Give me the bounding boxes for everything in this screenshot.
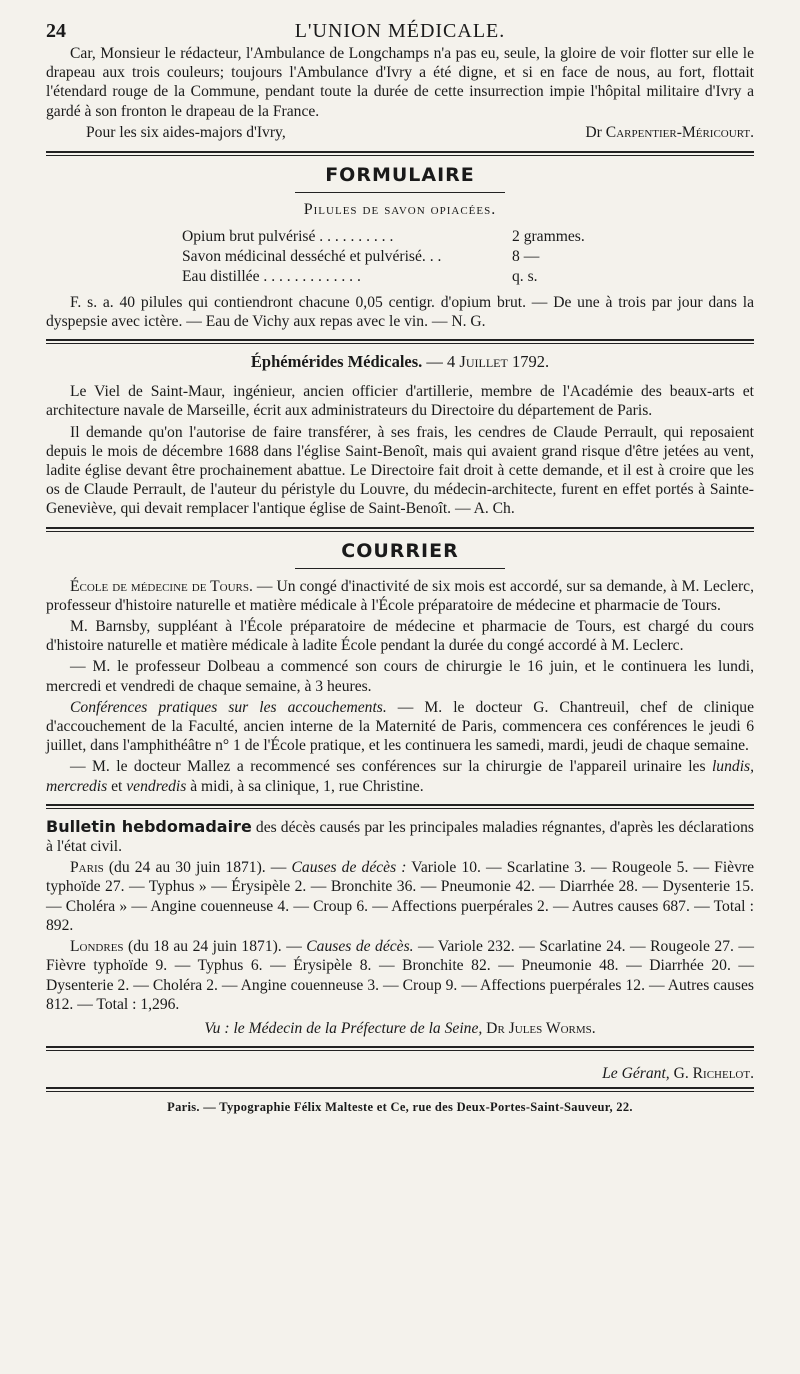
ephemerides-date: — 4 Juillet 1792. [426, 352, 550, 372]
courrier-text: — M. le docteur Mallez a recommencé ses conférences sur la chirurgie de l'appareil urinaire les [70, 758, 712, 776]
bulletin-intro [46, 817, 754, 856]
letter-sign-prefix: Dr [585, 123, 602, 141]
bulletin-paris [46, 858, 754, 935]
title-underline [295, 192, 505, 193]
bulletin-figures: — Variole 232. — Scarlatine 24. — Rougeole 27. — Fièvre typhoïde 9. — Typhus 6. — Érysipèle 8. — Bronchite 82. — Pneumonie 48. — Diarrhée 20. — Dysenterie 2. — Choléra 2. — Angine couenneuse 3. — Croup 9. — Affections puerpérales 12. — Autres causes 812. — Total : 1,296. [46, 938, 754, 1013]
letter-sign-right [585, 124, 754, 142]
courrier-title: COURRIER [341, 539, 459, 562]
courrier-paragraph: — M. le professeur Dolbeau a commencé son cours de chirurgie le 16 juin, et le continuera les lundi, mercredi et vendredi de chaque semaine, à 3 heures. [46, 658, 754, 695]
recipe-ingredient: Eau distillée . . . . . . . . . . . . . [182, 267, 361, 285]
bulletin-signature [46, 1020, 754, 1038]
section-divider [46, 339, 754, 344]
courrier-day: vendredis [126, 777, 187, 795]
gerant-line [46, 1065, 754, 1083]
formulaire-instructions: F. s. a. 40 pilules qui contiendront chacune 0,05 centigr. d'opium brut. — De une à trois par jour dans la dyspepsie avec ictère. — Eau de Vichy aux repas avec le vin. — N. G. [46, 293, 754, 331]
recipe-row [182, 227, 692, 247]
courrier-paragraph: M. Barnsby, suppléant à l'École préparatoire de médecine et pharmacie de Tours, est chargé du cours d'histoire naturelle et matière médicale à ladite École pendant la durée du congé accordé à M. Leclerc. [46, 618, 754, 655]
gerant-label: Le Gérant, [602, 1064, 670, 1082]
formulaire-title: FORMULAIRE [325, 163, 475, 186]
bulletin-intro-text: des décès causés par les principales maladies régnantes, d'après les déclarations à l'état civil. [46, 818, 754, 856]
bulletin-period: (du 18 au 24 juin 1871). — [123, 938, 307, 956]
courrier-days: lundis, mercredis [46, 758, 754, 795]
courrier-lead: Conférences pratiques sur les accouchements. [70, 698, 387, 716]
formulaire-subtitle: Pilules de savon opiacées. [303, 200, 497, 218]
title-underline [295, 568, 505, 569]
section-divider [46, 151, 754, 156]
recipe-ingredient: Opium brut pulvérisé . . . . . . . . . . [182, 227, 394, 245]
recipe-quantity: q. s. [512, 267, 538, 285]
ephemerides-title: Éphémérides Médicales. [250, 352, 423, 372]
bulletin-title: Bulletin hebdomadaire [46, 816, 252, 836]
courrier-text: — Un congé d'inactivité de six mois est accordé, sur sa demande, à M. Leclerc, professeur d'histoire naturelle et matière médicale à l'École préparatoire de médecine et pharmacie de Tours. [46, 577, 754, 614]
recipe-row [182, 267, 692, 287]
section-divider [46, 804, 754, 809]
courrier-lead: École de médecine de Tours. [70, 577, 253, 595]
page-number: 24 [46, 20, 66, 42]
vu-text: Vu : le Médecin de la Préfecture de la Seine, [204, 1019, 483, 1037]
bulletin-figures: Variole 10. — Scarlatine 3. — Rougeole 5. — Fièvre typhoïde 27. — Typhus » — Érysipèle 2. — Bronchite 36. — Pneumonie 42. — Diarrhée 28. — Dysenterie 15. — Choléra » — Angine couenneuse 4. — Croup 6. — Affections puerpérales 2. — Autres causes 687. — Total : 892. [46, 859, 755, 934]
courrier-paragraph [46, 577, 754, 615]
letter-signature [46, 124, 754, 143]
recipe-table [182, 227, 692, 287]
letter-paragraph: Car, Monsieur le rédacteur, l'Ambulance de Longchamps n'a pas eu, seule, la gloire de voir flotter sur elle le drapeau aux trois couleurs; toujours l'Ambulance d'Ivry a été digne, et si en face de nous, au fort, flottait l'étendard rouge de la Commune, pendant toute la durée de cette insurrection impie l'hôpital militaire d'Ivry a gardé à son fronton le drapeau de la France. [46, 45, 754, 120]
city-name: Paris [70, 859, 104, 877]
recipe-row [182, 247, 692, 267]
section-divider [46, 527, 754, 532]
bulletin-london [46, 937, 754, 1014]
courrier-paragraph [46, 757, 754, 795]
courrier-paragraph [46, 698, 754, 756]
ephemerides-paragraph: Il demande qu'on l'autorise de faire transférer, à ses frais, les cendres de Claude Perrault, qui reposaient depuis le mois de décembre 1688 dans l'église Saint-Benoît, mais qui avaient grand risque d'être jetées au vent, ladite église devant être prochainement abattue. Le Directoire fait droit à cette demande, et il est à croire que les os de Claude Perrault, de l'auteur du péristyle du Louvre, du médecin-architecte, furent en effet portés à Sainte-Geneviève, qui devait remplacer l'antique église de Saint-Benoît. — A. Ch. [46, 423, 754, 518]
ephemerides-paragraph: Le Viel de Saint-Maur, ingénieur, ancien officier d'artillerie, membre de l'Académie des beaux-arts et architecture navale de Marseille, écrit aux administrateurs du Directoire du département de Paris. [46, 383, 754, 420]
section-divider [46, 1046, 754, 1051]
bulletin-period: (du 24 au 30 juin 1871). — [103, 859, 292, 877]
printer-imprint: Paris. — Typographie Félix Malteste et Ce, rue des Deux-Portes-Saint-Sauveur, 22. [167, 1099, 633, 1114]
ephemerides-heading [46, 352, 754, 372]
bulletin-causes-label: Causes de décès : [291, 859, 407, 877]
courrier-text: et [107, 777, 127, 795]
recipe-quantity: 8 — [512, 247, 540, 265]
city-name: Londres [70, 938, 124, 956]
recipe-quantity: 2 grammes. [512, 227, 585, 245]
footer-divider [46, 1087, 754, 1092]
journal-title: L'UNION MÉDICALE. [294, 20, 506, 42]
letter-sign-left: Pour les six aides-majors d'Ivry, [86, 123, 286, 141]
gerant-name: G. Richelot. [669, 1064, 754, 1082]
courrier-text: à midi, à sa clinique, 1, rue Christine. [186, 777, 424, 795]
bulletin-causes-label: Causes de décès. [306, 938, 414, 956]
recipe-ingredient: Savon médicinal desséché et pulvérisé. . . [182, 247, 442, 265]
running-head [46, 14, 754, 44]
courrier-text: — M. le docteur G. Chantreuil, chef de clinique d'accouchement de la Faculté, ancien interne de la Maternité de Paris, commencera ces conférences le jeudi 6 juillet, dans l'amphithéâtre n° 1 de l'École pratique, et les continuera les samedi, mardi, jeudi de chaque semaine. [46, 698, 755, 755]
vu-name: Dr Jules Worms. [482, 1019, 596, 1037]
letter-sign-name: Carpentier-Méricourt. [605, 123, 754, 141]
